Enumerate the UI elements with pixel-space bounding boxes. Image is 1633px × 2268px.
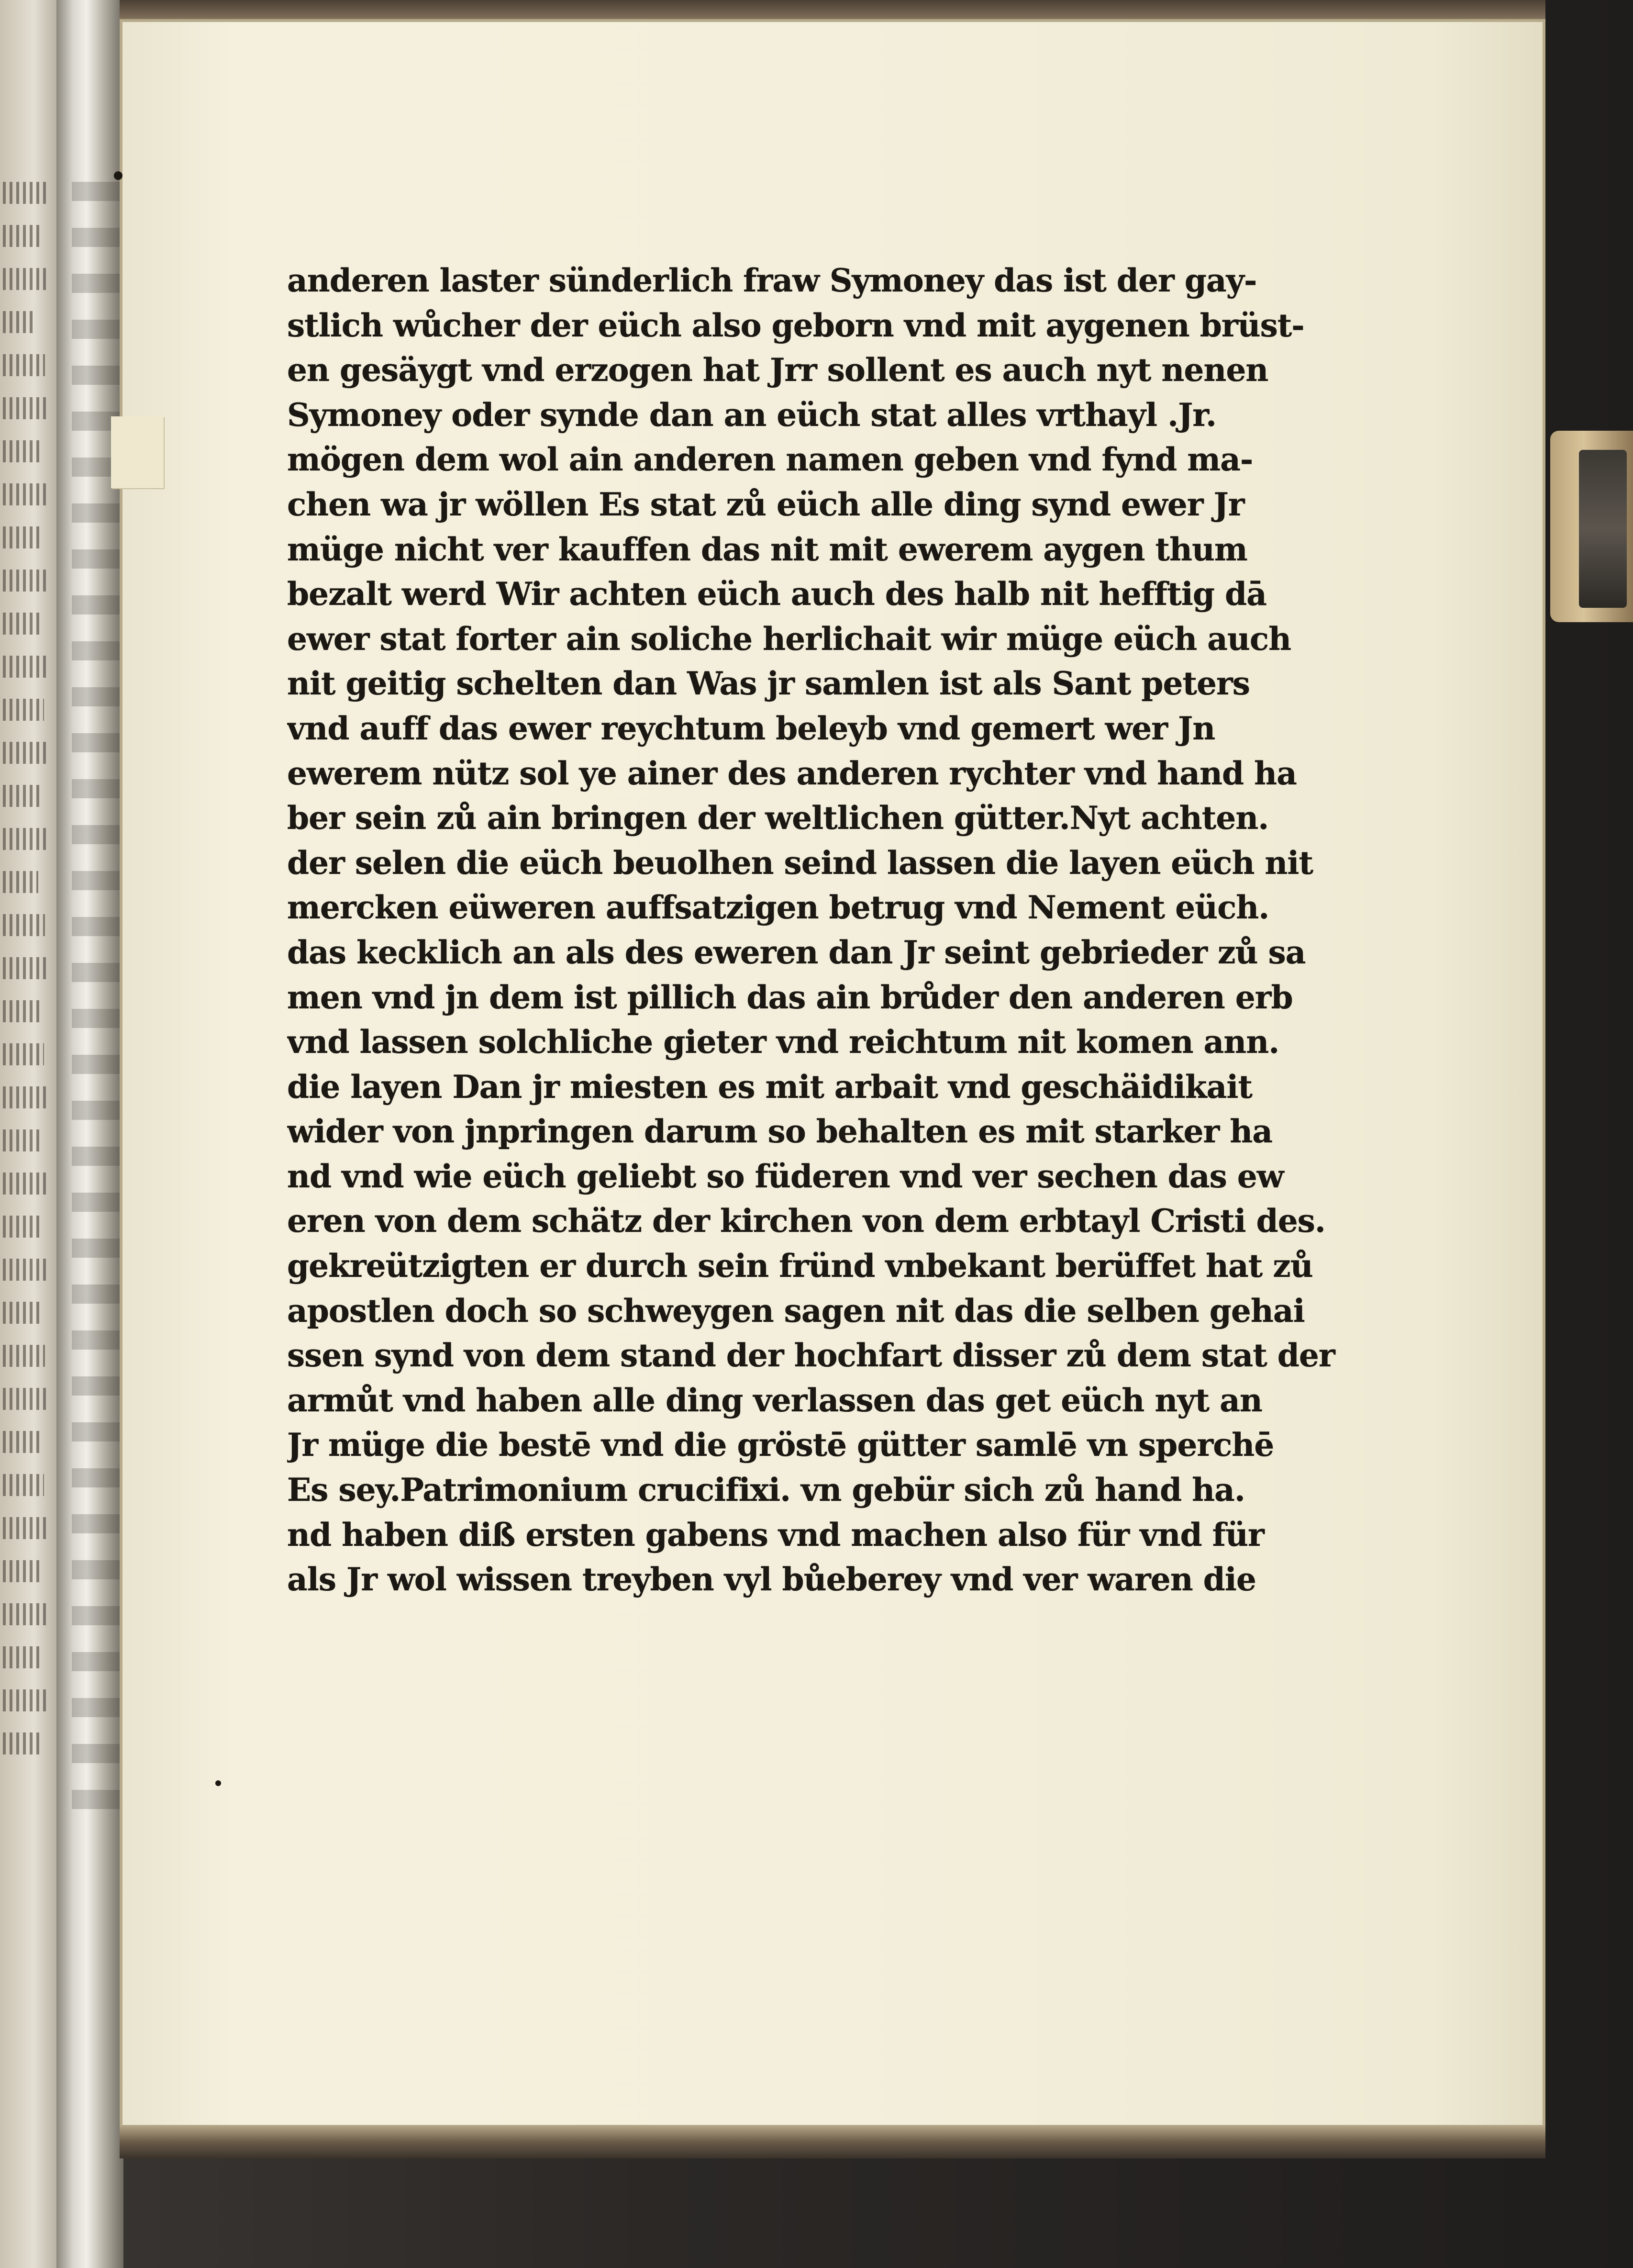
text-block bbox=[287, 258, 1388, 1602]
text-line-27: Jr müge die bestē vnd die gröstē gütter samlē vn sperchē bbox=[287, 1426, 1274, 1464]
text-line-4: Symoney oder synde dan an eüch stat alles vrthayl .Jr. bbox=[287, 396, 1216, 434]
text-line-18: vnd lassen solchliche gieter vnd reichtum nit komen ann. bbox=[287, 1023, 1279, 1061]
bottom-binding-edge bbox=[120, 2125, 1545, 2158]
text-line-29: nd haben diß ersten gabens vnd machen also für vnd für bbox=[287, 1516, 1264, 1553]
text-line-3: en gesäygt vnd erzogen hat Jrr sollent es auch nyt nenen bbox=[287, 351, 1268, 389]
text-line-14: der selen die eüch beuolhen seind lassen die layen eüch nit bbox=[287, 844, 1313, 882]
text-line-8: bezalt werd Wir achten eüch auch des halb nit hefftig dā bbox=[287, 575, 1266, 613]
text-line-13: ber sein zů ain bringen der weltlichen gütter.Nyt achten. bbox=[287, 799, 1269, 837]
text-line-9: ewer stat forter ain soliche herlichait wir müge eüch auch bbox=[287, 620, 1291, 658]
ink-dot bbox=[114, 171, 122, 180]
ink-dot bbox=[215, 1780, 221, 1786]
text-line-15: mercken eüweren auffsatzigen betrug vnd Nement eüch. bbox=[287, 889, 1269, 927]
text-line-22: eren von dem schätz der kirchen von dem erbtayl Cristi des. bbox=[287, 1202, 1325, 1240]
text-line-7: müge nicht ver kauffen das nit mit ewerem aygen thum bbox=[287, 530, 1247, 568]
text-line-2: stlich wůcher der eüch also geborn vnd mit aygenen brüst- bbox=[287, 306, 1304, 344]
text-line-17: men vnd jn dem ist pillich das ain brůder den anderen erb bbox=[287, 978, 1293, 1016]
book-clasp-metal bbox=[1579, 450, 1627, 608]
text-line-24: apostlen doch so schweygen sagen nit das die selben gehai bbox=[287, 1292, 1305, 1330]
text-line-10: nit geitig schelten dan Was jr samlen ist als Sant peters bbox=[287, 665, 1250, 703]
text-line-26: armůt vnd haben alle ding verlassen das get eüch nyt an bbox=[287, 1381, 1262, 1419]
text-line-11: vnd auff das ewer reychtum beleyb vnd gemert wer Jn bbox=[287, 709, 1215, 747]
text-line-19: die layen Dan jr miesten es mit arbait vnd geschäidikait bbox=[287, 1068, 1252, 1106]
text-line-16: das kecklich an als des eweren dan Jr seint gebrieder zů sa bbox=[287, 933, 1306, 971]
text-line-12: ewerem nütz sol ye ainer des anderen rychter vnd hand ha bbox=[287, 754, 1297, 792]
text-line-1: anderen laster sünderlich fraw Symoney das ist der gay- bbox=[287, 262, 1257, 299]
text-line-5: mögen dem wol ain anderen namen geben vnd fynd ma- bbox=[287, 441, 1253, 479]
text-line-30: als Jr wol wissen treyben vyl bůeberey vnd ver waren die bbox=[287, 1561, 1256, 1598]
text-line-20: wider von jnpringen darum so behalten es mit starker ha bbox=[287, 1113, 1272, 1151]
text-line-23: gekreützigten er durch sein fründ vnbekant berüffet hat zů bbox=[287, 1247, 1313, 1285]
text-line-28: Es sey.Patrimonium crucifixi. vn gebür sich zů hand ha. bbox=[287, 1471, 1245, 1509]
text-line-25: ssen synd von dem stand der hochfart disser zů dem stat der bbox=[287, 1337, 1335, 1374]
text-line-6: chen wa jr wöllen Es stat zů eüch alle ding synd ewer Jr bbox=[287, 485, 1244, 523]
facing-page-edge bbox=[0, 0, 56, 2268]
paper-tab bbox=[111, 416, 164, 488]
text-line-21: nd vnd wie eüch geliebt so füderen vnd ver sechen das ew bbox=[287, 1157, 1284, 1195]
